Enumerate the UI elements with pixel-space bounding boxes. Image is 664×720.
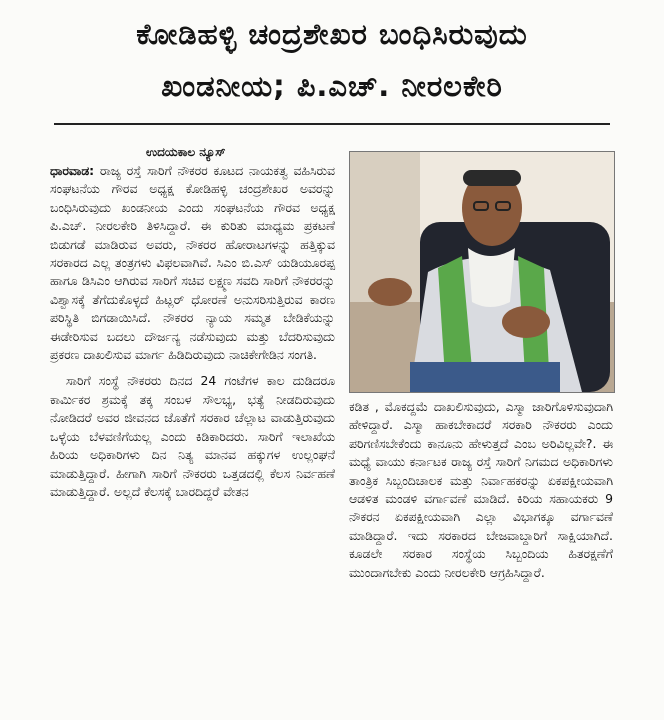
paragraph-2: ಸಾರಿಗೆ ಸಂಸ್ಥೆ ನೌಕರರು ದಿನದ 24 ಗಂಟೆಗಳ ಕಾಲ ದುಡಿದರೂ ಕಾರ್ಮಿಕರ ಶ್ರಮಕ್ಕೆ ತಕ್ಕ ಸಂಬಳ ಸೌಲಭ್ಯ, ಭತ್ಯೆ ನೀಡದಿರುವುದು ನೋಡಿದರೆ ಅವರ ಜೀವನದ ಜೊತೆಗೆ ಸರಕಾರ ಚೆಲ್ಲಾಟ ವಾಡುತ್ತಿರುವುದು ಒಳ್ಳೆಯ ಬೆಳವಣಿಗೆಯಲ್ಲ ಎಂದು ಕಿಡಿಕಾರಿದರು. ಸಾರಿಗೆ ಇಲಾಖೆಯ ಹಿರಿಯ ಅಧಿಕಾರಿಗಳು ದಿನ ನಿತ್ಯ ಮಾನವ ಹಕ್ಕುಗಳ ಉಲ್ಲಂಘನೆ ಮಾಡುತ್ತಿದ್ದಾರೆ. ಹೀಗಾಗಿ ಸಾರಿಗೆ ನೌಕರರು ಒತ್ತಡದಲ್ಲಿ ಕೆಲಸ ನಿರ್ವಹಣೆ ಮಾಡುತ್ತಿದ್ದಾರೆ. ಅಲ್ಲದೆ ಕೆಲಸಕ್ಕೆ ಬಾರದಿದ್ದರೆ ವೇತನ [50,373,335,499]
byline: ಉದಯಕಾಲ ನ್ಯೂಸ್ [146,145,226,159]
headline [0,8,664,112]
paragraph-1-text: ರಾಜ್ಯ ರಸ್ತೆ ಸಾರಿಗೆ ನೌಕರರ ಕೂಟದ ನಾಯಕತ್ವ ವಹಿಸಿರುವ ಸಂಘಟನೆಯ ಗೌರವ ಅಧ್ಯಕ್ಷ ಕೋಡಿಹಳ್ಳಿ ಚಂದ್ರಶೇಖರ ಅವರನ್ನು ಬಂಧಿಸಿರುವುದು ಖಂಡನೀಯ ಎಂದು ಸಂಘಟನೆಯ ಗೌರವ ಅಧ್ಯಕ್ಷ ಪಿ.ಎಚ್. ನೀರಲಕೇರಿ ತಿಳಿಸಿದ್ದಾರೆ. ಈ ಕುರಿತು ಮಾಧ್ಯಮ ಪ್ರಕಟಣೆ ಬಿಡುಗಡೆ ಮಾಡಿರುವ ಅವರು, ನೌಕರರ ಹೋರಾಟಗಳನ್ನು ಹತ್ತಿಕ್ಕುವ ಸರಕಾರದ ಎಲ್ಲ ತಂತ್ರಗಳು ವಿಫಲವಾಗಿವೆ. ಸಿಎಂ ಬಿ.ಎಸ್ ಯಡಿಯೂರಪ್ಪ ಹಾಗೂ ಡಿಸಿಎಂ ಆಗಿರುವ ಸಾರಿಗೆ ಸಚಿವ ಲಕ್ಷ್ಮಣ ಸವದಿ ಸಾರಿಗೆ ನೌಕರರನ್ನು ವಿಶ್ವಾಸಕ್ಕೆ ತೆಗೆದುಕೊಳ್ಳದೆ ಹಿಟ್ಲರ್ ಧೋರಣೆ ಅನುಸರಿಸುತ್ತಿರುವ ಕಾರಣ ಪರಿಸ್ಥಿತಿ ಬಿಗಡಾಯಿಸಿದೆ. ನೌಕರರ ನ್ಯಾಯ ಸಮ್ಮತ ಬೇಡಿಕೆಯನ್ನು ಈಡೇರಿಸುವ ಬದಲು ದೌರ್ಜನ್ಯ ನಡೆಸುವುದು ಮತ್ತು ಬೆದರಿಸುವುದು ಪ್ರಕರಣ ದಾಖಲಿಸುವ ಮಾರ್ಗ ಹಿಡಿದಿರುವುದು ನಾಚಿಕೇಗೇಡಿನ ಸಂಗತಿ. [50,163,335,363]
headline-divider [54,123,610,125]
dateline: ಧಾರವಾಡ: [50,163,95,178]
article-column-left [50,162,335,509]
paragraph-1 [50,162,335,364]
article-column-right [349,398,613,590]
paragraph-3: ಕಡಿತ , ಮೊಕದ್ದಮೆ ದಾಖಲಿಸುವುದು, ಎಸ್ಮಾ ಜಾರಿಗೊಳಿಸುವುದಾಗಿ ಹೇಳಿದ್ದಾರೆ. ಎಸ್ಮಾ ಹಾಕಬೇಕಾದರೆ ಸರಕಾರಿ ನೌಕರರು ಎಂದು ಪರಿಗಣಿಸಬೇಕೆಂದು ಕಾನೂನು ಹೇಳುತ್ತದೆ ಎಂಬ ಅರಿವಿಲ್ಲವೇ?. ಈ ಮಧ್ಯೆ ವಾಯು ಕರ್ನಾಟಕ ರಾಜ್ಯ ರಸ್ತೆ ಸಾರಿಗೆ ನಿಗಮದ ಅಧಿಕಾರಿಗಳು ತಾಂತ್ರಿಕ ಸಿಬ್ಬಂದಿಚಾಲಕ ಮತ್ತು ನಿರ್ವಾಹಕರನ್ನು ಏಕಪಕ್ಷೀಯವಾಗಿ ಆಡಳಿತ ಮಂಡಳಿ ವರ್ಗಾವಣೆ ಮಾಡಿದೆ. ಕಿರಿಯ ಸಹಾಯಕರು 9 ನೌಕರನ ಏಕಪಕ್ಷೀಯವಾಗಿ ಎಲ್ಲಾ ವಿಭಾಗಕ್ಕೂ ವರ್ಗಾವಣೆ ಮಾಡಿದ್ದಾರೆ. ಇದು ಸರಕಾರದ ಬೇಜವಾಬ್ದಾರಿಗೆ ಸಾಕ್ಷಿಯಾಗಿದೆ. ಕೂಡಲೇ ಸರಕಾರ ಸಂಸ್ಥೆಯ ಸಿಬ್ಬಂದಿಯ ಹಿತರಕ್ಷಣೆಗೆ ಮುಂದಾಗಬೇಕು ಎಂದು ನೀರಲಕೇರಿ ಆಗ್ರಹಿಸಿದ್ದಾರೆ. [349,399,613,580]
headline-line-1: ಕೋಡಿಹಳ್ಳಿ ಚಂದ್ರಶೇಖರ ಬಂಧಿಸಿರುವುದು [136,17,528,51]
portrait-photo-illustration [350,152,614,392]
news-photo [349,151,615,393]
headline-line-2: ಖಂಡನೀಯ; ಪಿ.ಎಚ್. ನೀರಲಕೇರಿ [161,69,503,103]
